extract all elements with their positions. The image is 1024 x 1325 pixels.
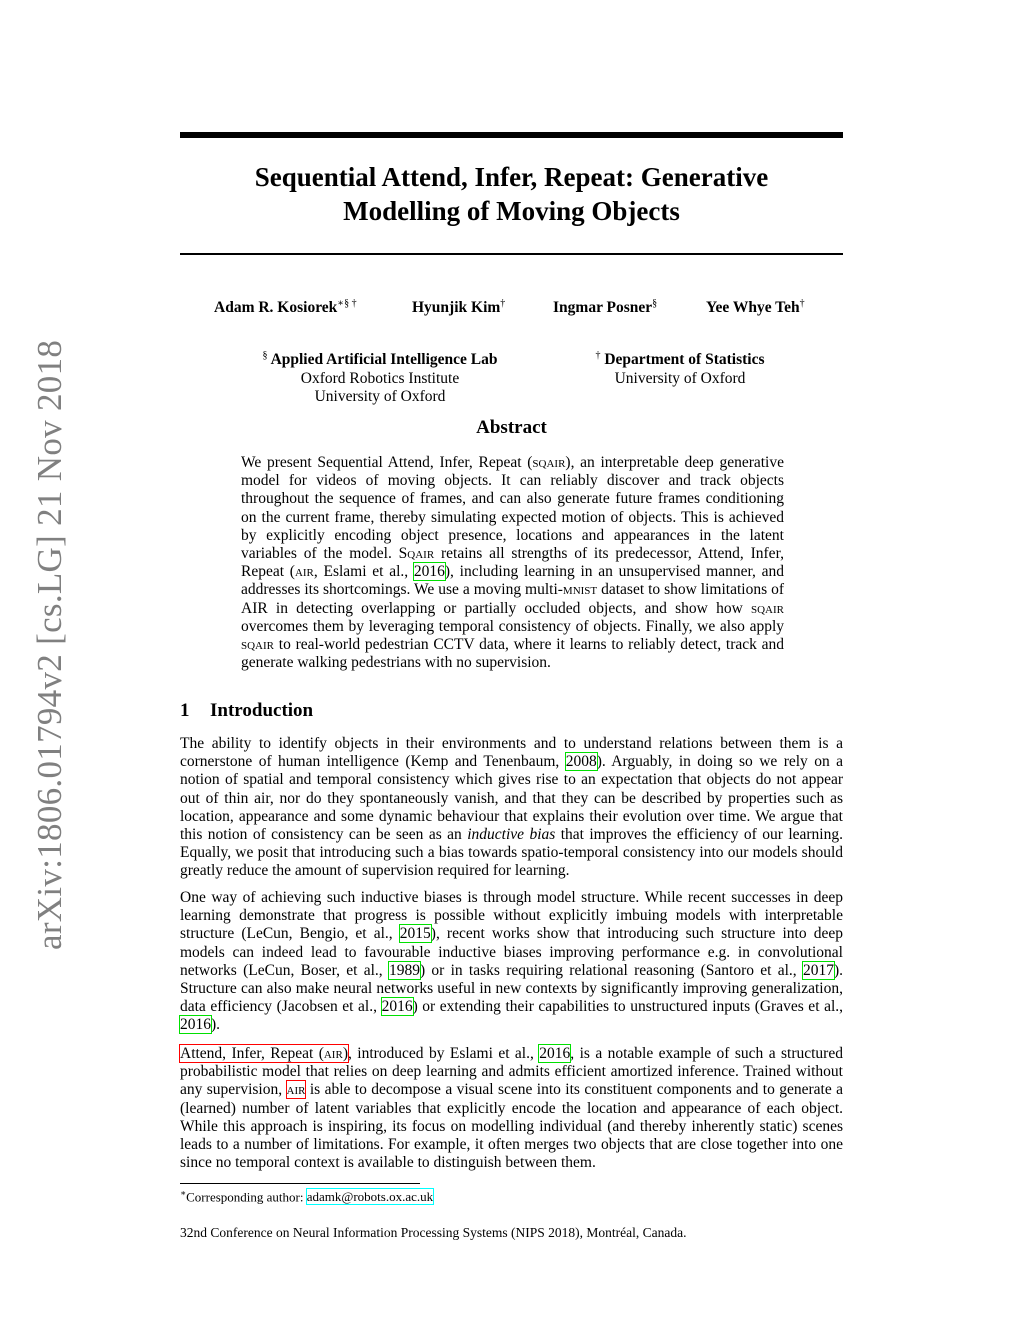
title-line-2: Modelling of Moving Objects bbox=[343, 196, 680, 226]
author-1: Adam R. Kosiorek∗§ † bbox=[214, 298, 357, 317]
citation-link[interactable]: 1989 bbox=[388, 961, 420, 979]
acronym-link-air[interactable]: air bbox=[286, 1081, 306, 1099]
citation-link[interactable]: 2016 bbox=[381, 998, 413, 1016]
abstract-heading: Abstract bbox=[476, 417, 547, 438]
author-3: Ingmar Posner§ bbox=[553, 298, 658, 317]
citation-link[interactable]: 2015 bbox=[399, 925, 431, 943]
conference-note: 32nd Conference on Neural Information Processing Systems (NIPS 2018), Montréal, Canada. bbox=[180, 1225, 687, 1240]
citation-link[interactable]: 2016 bbox=[413, 563, 445, 581]
citation-link[interactable]: 2016 bbox=[180, 1016, 211, 1034]
abstract-body: We present Sequential Attend, Infer, Repeat (sqair), an interpretable deep generative model for videos of moving objects. It can reliably discover and track objects throughout the sequence of frames, and can also generate future frames conditioning on the current frame, thereby simulating expected motion of objects. This is achieved by explicitly encoding object presence, locations and appearances in the latent variables of the model. Sqair retains all strengths of its predecessor, Attend, Infer, Repeat (air, Eslami et al., 2016), including learning in an unsupervised manner, and addresses its shortcomings. We use a moving multi-mnist dataset to show limitations of AIR in detecting overlapping or partially occluded objects, and show how sqair overcomes them by leveraging temporal consistency of objects. Finally, we also apply sqair to real-world pedestrian CCTV data, where it learns to reliably detect, track and generate walking pedestrians with no supervision. bbox=[241, 454, 784, 672]
footnote: ∗Corresponding author: adamk@robots.ox.ac.uk bbox=[180, 1188, 434, 1205]
affiliation-statistics: † Department of Statistics University of Oxford bbox=[595, 350, 765, 387]
footnote-rule bbox=[180, 1183, 420, 1184]
title-line-1: Sequential Attend, Infer, Repeat: Generative bbox=[254, 162, 769, 192]
intro-paragraph-1: The ability to identify objects in their environments and to understand relations between them is a cornerstone of human intelligence (Kemp and Tenenbaum, 2008). Arguably, in doing so we rely on a notion of spatial and temporal consistency which gives rise to an expectation that objects do not appear out of thin air, nor do they spontaneously vanish, and that they can be described by properties such as location, appearance and some dynamic behaviour that explains their evolution over time. We argue that this notion of consistency can be seen as an inductive bias that improves the efficiency of our learning. Equally, we posit that introducing such a bias towards spatio-temporal consistency into our models should greatly reduce the amount of supervision required for learning. bbox=[180, 735, 843, 880]
title-bottom-rule bbox=[180, 253, 843, 255]
citation-link[interactable]: 2016 bbox=[539, 1045, 571, 1062]
arxiv-stamp-text: arXiv:1806.01794v2 [cs.LG] 21 Nov 2018 bbox=[30, 339, 69, 950]
acronym-link-air[interactable]: Attend, Infer, Repeat (air) bbox=[180, 1045, 348, 1062]
email-link[interactable]: adamk@robots.ox.ac.uk bbox=[306, 1189, 434, 1205]
section-heading-introduction: 1 Introduction bbox=[180, 700, 314, 721]
citation-link[interactable]: 2017 bbox=[802, 961, 834, 979]
author-4: Yee Whye Teh† bbox=[706, 298, 805, 317]
intro-paragraph-2: One way of achieving such inductive biases is through model structure. While recent successes in deep learning demonstrate that progress is possible without explicitly imbuing models with interpretable structure (LeCun, Bengio, et al., 2015), recent works show that introducing such structure into deep models can indeed lead to favourable inductive biases improving performance e.g. in convolutional networks (LeCun, Boser, et al., 1989) or in tasks requiring relational reasoning (Santoro et al., 2017). Structure can also make neural networks useful in new contexts by significantly improving generalization, data efficiency (Jacobsen et al., 2016) or extending their capabilities to unstructured inputs (Graves et al., 2016). bbox=[180, 889, 843, 1034]
arxiv-stamp bbox=[30, 339, 69, 980]
affiliation-oxford-robotics: § Applied Artificial Intelligence Lab Oxford Robotics Institute University of Oxford bbox=[262, 350, 498, 406]
citation-link[interactable]: 2008 bbox=[565, 753, 597, 771]
title-top-rule bbox=[180, 132, 843, 138]
author-2: Hyunjik Kim† bbox=[412, 298, 506, 317]
intro-paragraph-3: Attend, Infer, Repeat (air), introduced by Eslami et al., 2016, is a notable example of such a structured probabilistic model that relies on deep learning and admits efficient amortized inference. Trained without any supervision, air is able to decompose a visual scene into its constituent components and to generate a (learned) number of latent variables that explicitly encode the location and appearance of each object. While this approach is inspiring, its focus on modelling individual (and thereby inherently static) scenes leads to a number of limitations. For example, it often merges two objects that are close together into one since no temporal context is available to distinguish between them. bbox=[180, 1045, 843, 1172]
paper-title bbox=[180, 160, 843, 228]
